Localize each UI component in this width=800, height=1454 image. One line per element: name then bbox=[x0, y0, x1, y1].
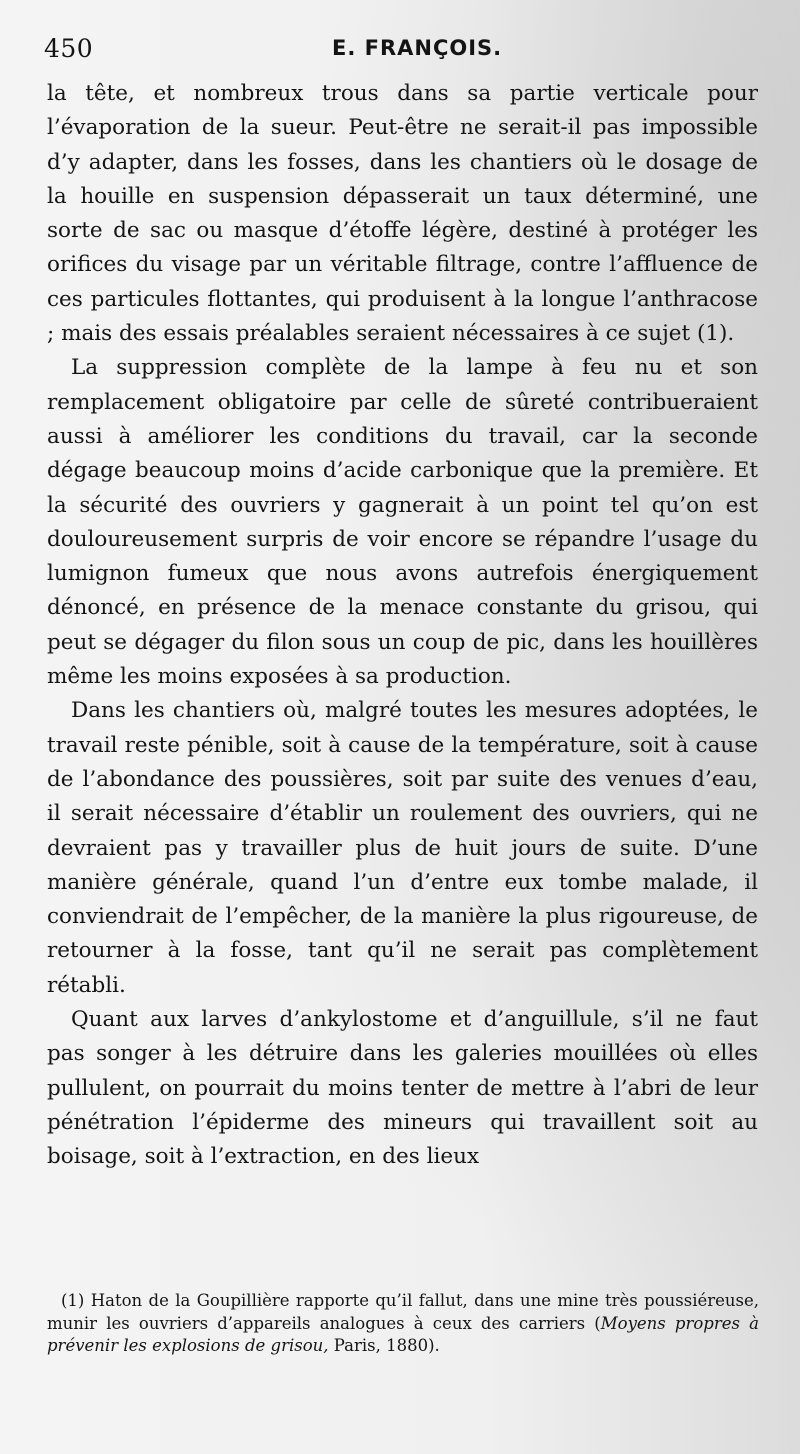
body-text bbox=[47, 77, 758, 1175]
page-header bbox=[44, 30, 756, 70]
running-head: E. FRANÇOIS. bbox=[332, 36, 503, 60]
page-number: 450 bbox=[44, 34, 94, 63]
footnote-text-after: Paris, 1880). bbox=[328, 1336, 440, 1355]
paragraph-rotation: Dans les chantiers où, malgré toutes les mesures adoptées, le travail reste pénible, soit à cause de la température, soit à cause de l’abondance des poussières, soit par suite des venues d’eau, il serait nécessaire d’établir un roulement des ouvriers, qui ne devraient pas y travailler plus de huit jours de suite. D’une manière générale, quand l’un d’entre eux tombe malade, il conviendrait de l’empêcher, de la manière la plus rigoureuse, de retourner à la fosse, tant qu’il ne serait pas complètement rétabli. bbox=[47, 698, 758, 998]
footnote-cited-title: Moyens propres à prévenir les explosions de grisou, bbox=[47, 1313, 760, 1355]
paragraph-lamp: La suppression complète de la lampe à feu nu et son remplacement obligatoire par celle de sûreté contribueraient aussi à améliorer les conditions du travail, car la seconde dégage beaucoup moins d’acide carbonique que la première. Et la sécurité des ouvriers y gagnerait à un point tel qu’on est douloureusement surpris de voir encore se répandre l’usage du lumignon fumeux que nous avons autrefois énergiquement dénoncé, en présence de la menace constante du grisou, qui peut se dégager du filon sous un coup de pic, dans les houillères même les moins exposées à sa production. bbox=[47, 355, 758, 690]
paragraph-larvae: Quant aux larves d’ankylostome et d’anguillule, s’il ne faut pas songer à les détruire dans les galeries mouillées où elles pullulent, on pourrait du moins tenter de mettre à l’abri de leur pénétration l’épiderme des mineurs qui travaillent soit au boisage, soit à l’extraction, en des lieux bbox=[47, 1007, 758, 1170]
footnote bbox=[47, 1290, 759, 1358]
paragraph-continuation: la tête, et nombreux trous dans sa partie verticale pour l’évaporation de la sueur. Peut-être ne serait-il pas impossible d’y adapter, dans les fosses, dans les chantiers où le dosage de la houille en suspension dépasserait un taux déterminé, une sorte de sac ou masque d’étoffe légère, destiné à protéger les orifices du visage par un véritable filtrage, contre l’affluence de ces particules flottantes, qui produisent à la longue l’anthracose ; mais des essais préalables seraient nécessaires à ce sujet (1). bbox=[47, 81, 758, 347]
footnote-text-before: (1) Haton de la Goupillière rapporte qu’il fallut, dans une mine très poussiéreuse, munir les ouvriers d’appareils analogues à ceux des carriers ( bbox=[47, 1291, 759, 1333]
